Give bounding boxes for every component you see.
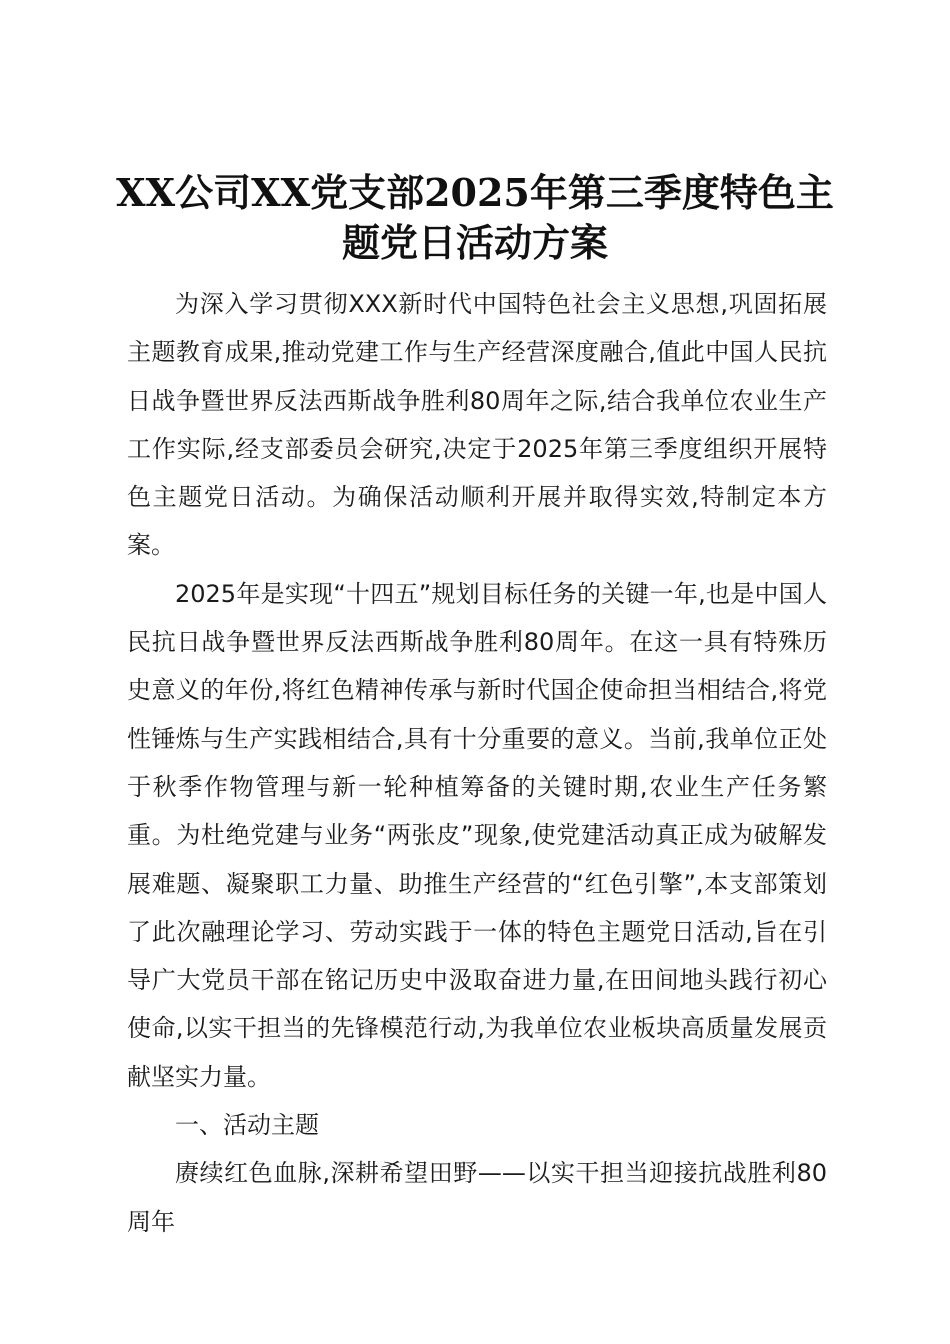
paragraph-intro: 为深入学习贯彻XXX新时代中国特色社会主义思想,巩固拓展主题教育成果,推动党建工作与生产经营深度融合,值此中国人民抗日战争暨世界反法西斯战争胜利80周年之际,结合我单位农业生产工作实际,经支部委员会研究,决定于2025年第三季度组织开展特色主题党日活动。为确保活动顺利开展并取得实效,特制定本方案。 <box>127 290 827 560</box>
paragraph-background: 2025年是实现“十四五”规划目标任务的关键一年,也是中国人民抗日战争暨世界反法西斯战争胜利80周年。在这一具有特殊历史意义的年份,将红色精神传承与新时代国企使命担当相结合,将党性锤炼与生产实践相结合,具有十分重要的意义。当前,我单位正处于秋季作物管理与新一轮种植筹备的关键时期,农业生产任务繁重。为杜绝党建与业务“两张皮”现象,使党建活动真正成为破解发展难题、凝聚职工力量、助推生产经营的“红色引擎”,本支部策划了此次融理论学习、劳动实践于一体的特色主题党日活动,旨在引导广大党员干部在铭记历史中汲取奋进力量,在田间地头践行初心使命,以实干担当的先锋模范行动,为我单位农业板块高质量发展贡献坚实力量。 <box>127 579 827 1091</box>
document-body <box>127 280 827 1246</box>
section-heading-activity-theme: 一、活动主题 <box>175 1111 319 1140</box>
paragraph-activity-theme: 赓续红色血脉,深耕希望田野——以实干担当迎接抗战胜利80周年 <box>127 1159 827 1236</box>
document-title: XX公司XX党支部2025年第三季度特色主题党日活动方案 <box>116 170 834 265</box>
